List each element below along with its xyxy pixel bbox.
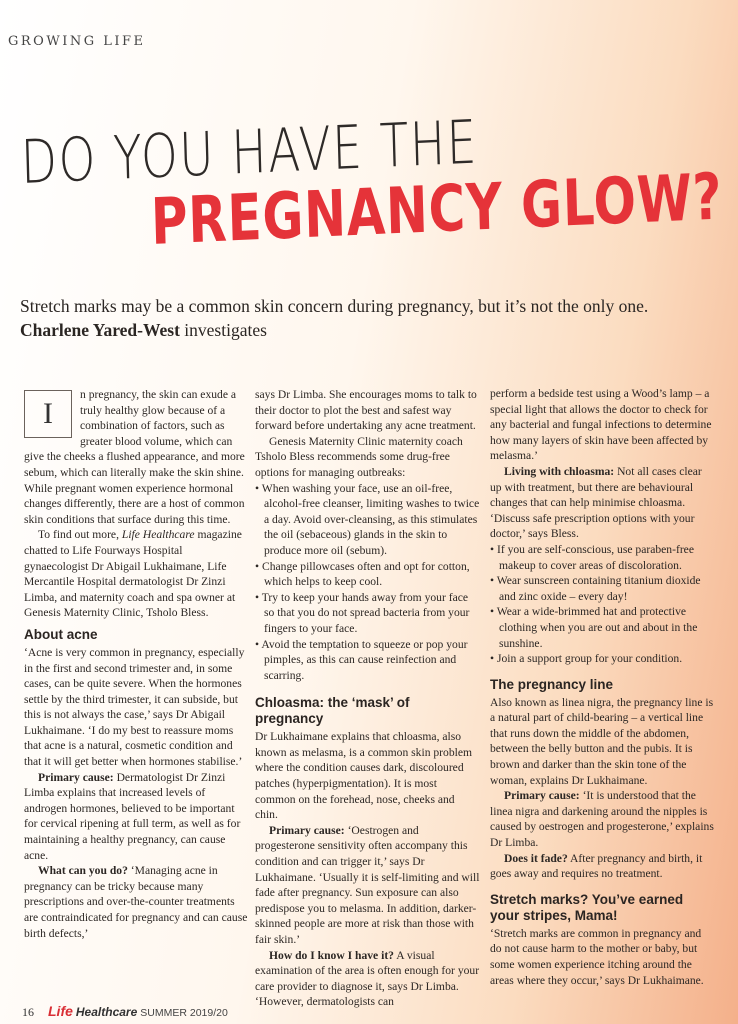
acne-paragraph: ‘Acne is very common in pregnancy, especially in the first and second trimester and, in some cases, can be quite severe. When the hormones settle by the third trimester, it can subside, but this is not always the case,’ says Dr Abigail Lukhaimane. ‘I do my best to reassure moms that acne is a natural, cosmetic condition and that it will get better when hormones stabilise.’ [24, 645, 245, 769]
list-item: • Join a support group for your condition. [490, 651, 715, 667]
chloasma-know-paragraph [255, 948, 480, 1010]
list-item: • Wear a wide-brimmed hat and protective clothing when you are out and about in the sunshine. [490, 604, 715, 651]
standfirst [20, 294, 720, 342]
woods-lamp-paragraph: perform a bedside test using a Wood’s lamp – a special light that allows the doctor to check for any bacterial and fungal infections to determine how many layers of skin have been affected by melasma.’ [490, 387, 712, 463]
list-item: • Try to keep your hands away from your face so that you do not spread bacteria from your fingers to your face. [255, 590, 480, 637]
chloasma-know-text: A visual examination of the area is often enough for your care provider to diagnose it, says Dr Limba. ‘However, dermatologists can [255, 948, 480, 1009]
drug-free-options-list [255, 481, 480, 684]
acne-do-label: What can you do? [38, 864, 128, 878]
list-item: • Change pillowcases often and opt for cotton, which helps to keep cool. [255, 559, 480, 590]
line-cause-text: ‘It is understood that the linea nigra and darkening around the nipples is caused by oestrogen and progesterone,’ explains Dr Limba. [490, 789, 714, 850]
heading-chloasma: Chloasma: the ‘mask’ of pregnancy [255, 695, 410, 727]
acne-cause-text: Dermatologist Dr Zinzi Limba explains that increased levels of androgen hormones, believed to be important for cervical ripening at full term, as well as for maintaining a healthy pregnancy, can cause acne. [24, 770, 241, 862]
chloasma-paragraph: Dr Lukhaimane explains that chloasma, also known as melasma, is a common skin problem where the condition causes dark, discoloured patches (hyperpigmentation). It is most common on the forehead, nose, cheeks and chin. [255, 730, 473, 822]
chloasma-tips-list [490, 542, 715, 667]
sources-post: magazine chatted to Life Fourways Hospital gynaecologist Dr Abigail Lukhaimane, Life Mercantile Hospital dermatologist Dr Zinzi Limba, and maternity coach and spa owner at Genesis Maternity Clinic, Tsholo Bless. [24, 528, 242, 620]
acne-do-text: ‘Managing acne in pregnancy can be tricky because many prescriptions and over-the-counter treatments are contraindicated for pregnancy and can cause birth defects,’ [24, 864, 248, 940]
chloasma-cause-paragraph [255, 823, 480, 948]
stretch-marks-paragraph: ‘Stretch marks are common in pregnancy and do not cause harm to the mother or baby, but some women experience itching around the areas where they occur,’ says Dr Lukhaimane. [490, 926, 704, 987]
intro-paragraph: n pregnancy, the skin can exude a truly healthy glow because of a combination of factors, such as greater blood volume, which can give the cheeks a flushed appearance, and more sebum, which can literally make the skin shine. While pregnant women experience hormonal changes differently, there are a host of common skin conditions that surface during this time. [24, 388, 245, 526]
section-label: GROWING LIFE [8, 34, 146, 49]
column-2 [255, 387, 480, 1010]
author-name: Charlene Yared-West [20, 320, 180, 340]
chloasma-know-label: How do I know I have it? [269, 948, 394, 962]
acne-do-paragraph [24, 863, 248, 941]
line-fade-label: Does it fade? [504, 851, 568, 865]
line-fade-text: After pregnancy and birth, it goes away and requires no treatment. [490, 851, 703, 881]
paragraph-sources [24, 527, 248, 621]
column-1 [24, 387, 248, 941]
acne-cause-label: Primary cause: [38, 770, 114, 784]
sources-pre: To find out more, [38, 528, 119, 542]
living-paragraph [490, 464, 715, 542]
logo-healthcare: Healthcare [75, 1005, 138, 1019]
line-cause-label: Primary cause: [504, 789, 580, 803]
headline-line-2: PREGNANCY GLOW? [150, 160, 724, 260]
heading-stretch-marks: Stretch marks? You’ve earned your stripes, Mama! [490, 891, 684, 923]
line-cause-paragraph [490, 788, 715, 850]
headline-line-1: DO YOU HAVE THE [20, 107, 479, 198]
page-number: 16 [22, 1005, 34, 1019]
magazine-logo [48, 1003, 228, 1020]
standfirst-text: Stretch marks may be a common skin concern during pregnancy, but it’s not the only one. [20, 296, 649, 316]
bless-paragraph: Genesis Maternity Clinic maternity coach Tsholo Bless recommends some drug-free options for managing outbreaks: [255, 434, 463, 479]
standfirst-suffix: investigates [184, 320, 267, 340]
living-label: Living with chloasma: [504, 464, 615, 478]
chloasma-cause-text: ‘Oestrogen and progesterone sensitivity often accompany this condition and can trigger it,’ says Dr Lukhaimane. ‘Usually it is self-limiting and will fade after pregnancy. Sun exposure can also predispose you to melasma. In addition, darker-skinned people are more at risk than those with fair skin.’ [255, 823, 480, 946]
page-footer [22, 1003, 228, 1020]
pregnancy-line-paragraph: Also known as linea nigra, the pregnancy line is a natural part of child-bearing – a vertical line that runs down the middle of the abdomen, between the belly button and the pubis. It is brown and darker than the skin tone of the woman, explains Dr Lukhaimane. [490, 695, 714, 787]
acne-cause-paragraph [24, 770, 248, 864]
list-item: • Avoid the temptation to squeeze or pop your pimples, as this can cause reinfection and scarring. [255, 637, 480, 684]
logo-life: Life [48, 1003, 73, 1019]
line-fade-paragraph [490, 851, 715, 882]
heading-about-acne: About acne [24, 626, 98, 642]
column-3 [490, 386, 715, 988]
limba-paragraph: says Dr Limba. She encourages moms to talk to their doctor to plot the best and safest way forward before undertaking any acne treatment. [255, 388, 477, 433]
magazine-name: Life Healthcare [121, 528, 195, 542]
heading-pregnancy-line: The pregnancy line [490, 676, 614, 692]
list-item: • Wear sunscreen containing titanium dioxide and zinc oxide – every day! [490, 573, 715, 604]
chloasma-cause-label: Primary cause: [269, 823, 345, 837]
list-item: • When washing your face, use an oil-free, alcohol-free cleanser, limiting washes to twice a day. Avoid over-cleansing, as this stimulates the oil (sebaceous) glands in the skin to produce more oil (sebum). [255, 481, 480, 559]
list-item: • If you are self-conscious, use paraben-free makeup to cover areas of discoloration. [490, 542, 715, 573]
living-text: Not all cases clear up with treatment, but there are behavioural changes that can help minimise chloasma. ‘Discuss safe prescription options with your doctor,’ says Bless. [490, 464, 702, 541]
issue-label: SUMMER 2019/20 [140, 1007, 228, 1019]
drop-cap: I [24, 390, 72, 438]
